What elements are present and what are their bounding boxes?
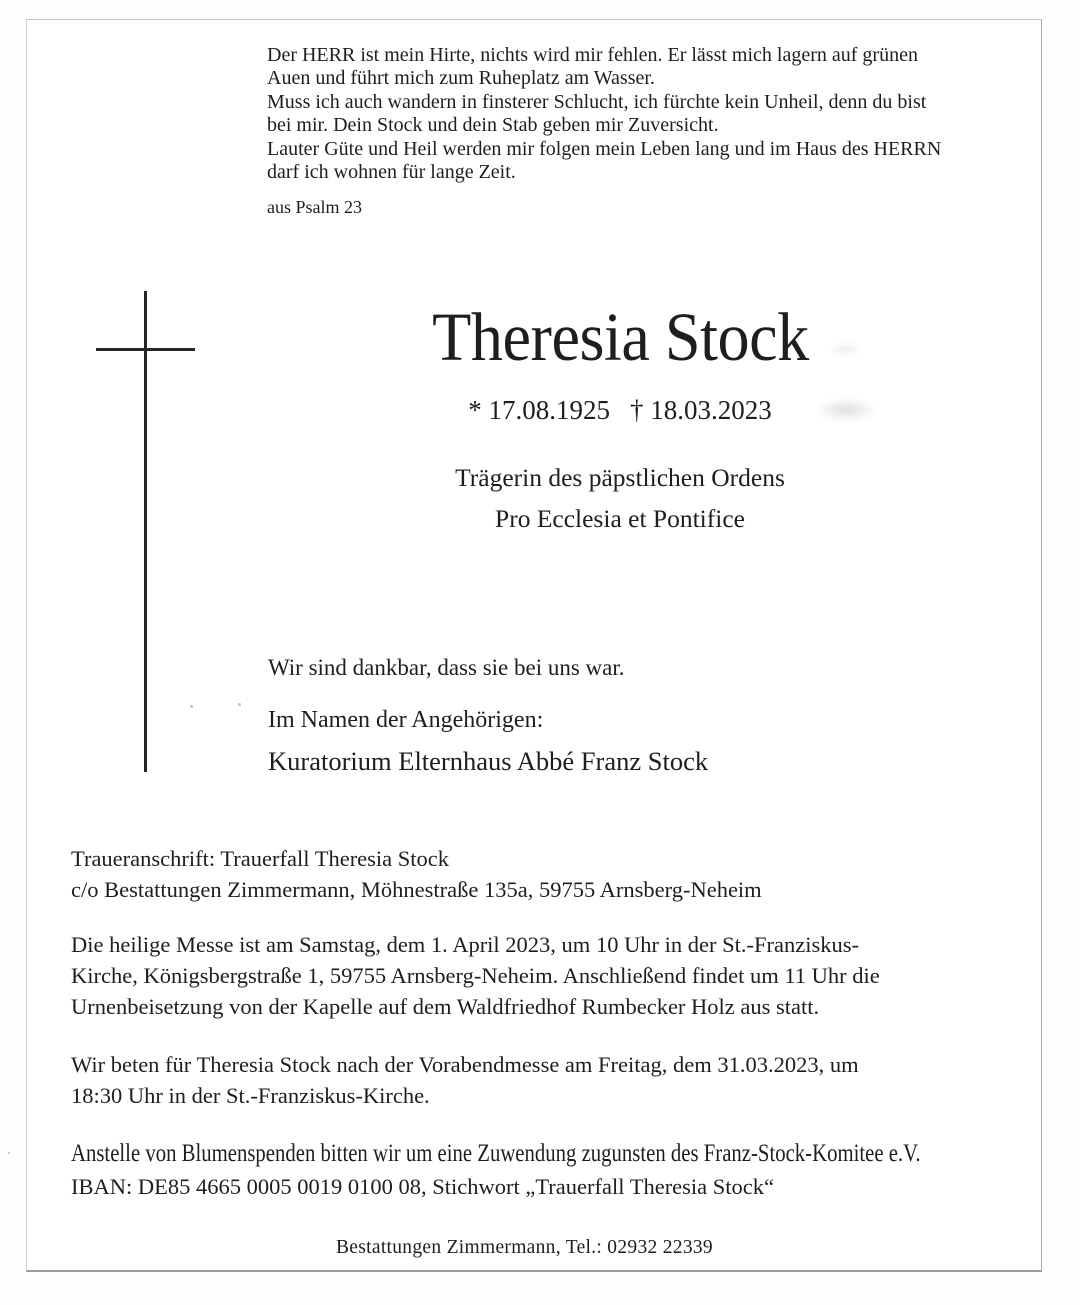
- mourners-name: Kuratorium Elternhaus Abbé Franz Stock: [268, 746, 709, 776]
- scan-smudge: [815, 398, 877, 422]
- funeral-home-footer: Bestattungen Zimmermann, Tel.: 02932 22339: [336, 1237, 713, 1258]
- donation-request: [71, 1139, 1080, 1169]
- cross-vertical-bar: [144, 291, 147, 772]
- deceased-name: [230, 300, 1010, 376]
- scan-speckle: [8, 1152, 10, 1154]
- funeral-service-text: [71, 929, 1011, 1022]
- psalm-line: Auen und führt mich zum Ruheplatz am Wasser.: [267, 67, 655, 90]
- honor-title-line-1: Trägerin des päpstlichen Ordens: [455, 463, 785, 492]
- funeral-service-line-1: Die heilige Messe ist am Samstag, dem 1. April 2023, um 10 Uhr in der St.-Franziskus-: [71, 932, 860, 957]
- death-date: † 18.03.2023: [630, 395, 772, 425]
- birth-date: * 17.08.1925: [468, 395, 610, 425]
- psalm-line: Der HERR ist mein Hirte, nichts wird mir fehlen. Er lässt mich lagern auf grünen: [267, 44, 918, 66]
- mourners-intro: Im Namen der Angehörigen:: [268, 707, 544, 733]
- psalm-text: [267, 44, 1027, 184]
- funeral-service-line-2: Kirche, Königsbergstraße 1, 59755 Arnsberg-Neheim. Anschließend findet um 11 Uhr die: [71, 963, 880, 988]
- honor-title-line-2: Pro Ecclesia et Pontifice: [495, 504, 745, 533]
- scan-speckle: [190, 705, 193, 708]
- scan-speckle: [238, 703, 241, 706]
- condolence-address-line-1: Traueranschrift: Trauerfall Theresia Stock: [71, 846, 450, 871]
- psalm-source: aus Psalm 23: [267, 197, 363, 217]
- donation-iban: IBAN: DE85 4665 0005 0019 0100 08, Stichwort „Trauerfall Theresia Stock“: [71, 1174, 775, 1199]
- funeral-service-line-3: Urnenbeisetzung von der Kapelle auf dem Waldfriedhof Rumbecker Holz aus statt.: [71, 994, 820, 1019]
- condolence-address-line-2: c/o Bestattungen Zimmermann, Möhnestraße 135a, 59755 Arnsberg-Neheim: [71, 877, 762, 902]
- cross-horizontal-bar: [96, 348, 195, 351]
- deceased-name-text: Theresia Stock: [431, 299, 809, 375]
- vigil-line-2: 18:30 Uhr in der St.-Franziskus-Kirche.: [71, 1083, 430, 1108]
- condolence-address: [71, 843, 1011, 905]
- life-dates: [230, 394, 1010, 426]
- psalm-line: darf ich wohnen für lange Zeit.: [267, 161, 516, 184]
- psalm-line: Lauter Güte und Heil werden mir folgen mein Leben lang und im Haus des HERRN: [267, 137, 942, 160]
- scan-smudge: [828, 342, 862, 356]
- psalm-line: Muss ich auch wandern in finsterer Schlucht, ich fürchte kein Unheil, denn du bist: [267, 90, 927, 113]
- gratitude-text: Wir sind dankbar, dass sie bei uns war.: [268, 655, 625, 680]
- vigil-line-1: Wir beten für Theresia Stock nach der Vorabendmesse am Freitag, dem 31.03.2023, um: [71, 1052, 859, 1077]
- vigil-text: [71, 1049, 1011, 1111]
- psalm-line: bei mir. Dein Stock und dein Stab geben mir Zuversicht.: [267, 114, 719, 137]
- donation-request-text: Anstelle von Blumenspenden bitten wir um eine Zuwendung zugunsten des Franz-Stock-Komitee e.V.: [71, 1140, 921, 1167]
